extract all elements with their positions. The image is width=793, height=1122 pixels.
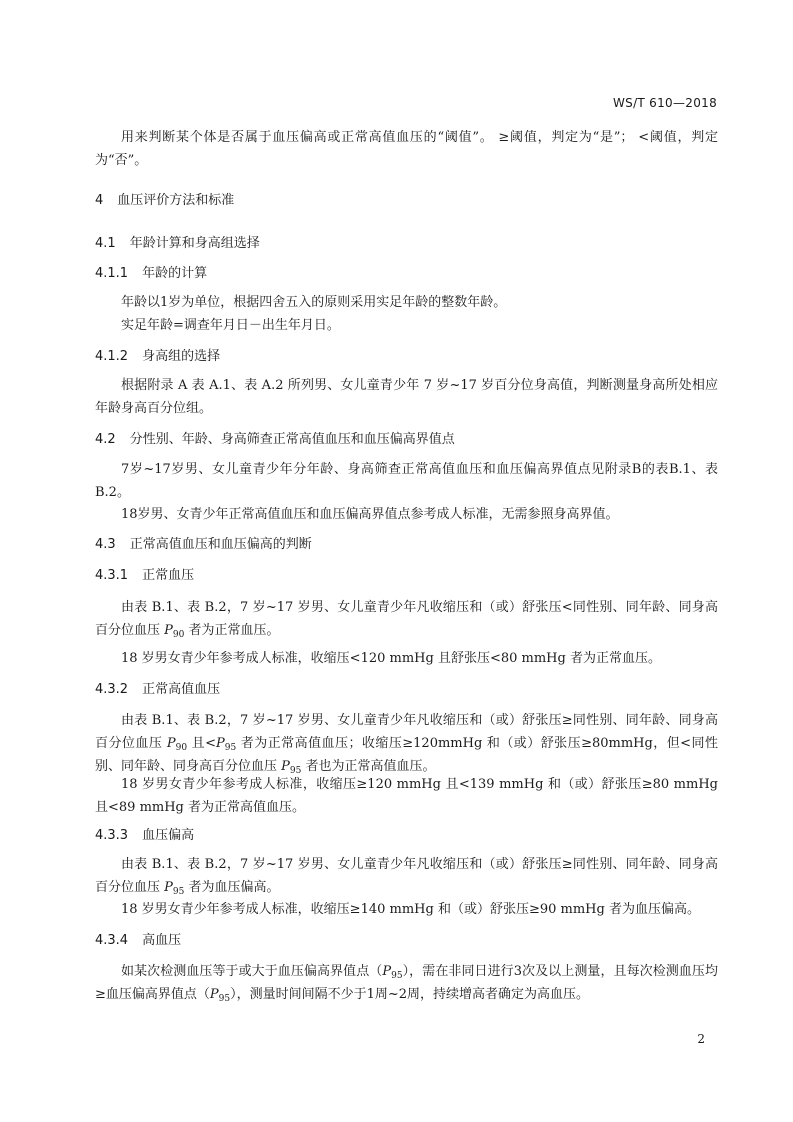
section-4-3-heading [95,535,312,555]
section-4-3-2-para-2: 18 岁男女青少年参考成人标准，收缩压≥120 mmHg 且<139 mmHg 和（或）舒张压≥80 mmHg 且<89 mmHg 者为正常高值血压。 [95,777,718,815]
section-4-3-3-para-1: 由表 B.1、表 B.2，7 岁~17 岁男、女儿童青少年凡收缩压和（或）舒张压≥同性别、同年龄、同身高百分位血压 $P_{95}$ 者为血压偏高。 [95,857,718,897]
section-number: 4.1 [95,236,116,251]
section-4-2-heading [95,430,455,450]
section-number: 4.2 [95,432,116,447]
section-4-1-2-para-1: 根据附录 A 表 A.1、表 A.2 所列男、女儿童青少年 7 岁~17 岁百分位身高值，判断测量身高所处相应年龄身高百分位组。 [95,378,718,416]
section-4-3-1-para-1: 由表 B.1、表 B.2，7 岁~17 岁男、女儿童青少年凡收缩压和（或）舒张压<同性别、同年龄、同身高百分位血压 $P_{90}$ 者为正常血压。 [95,600,718,640]
section-title: 血压偏高 [142,828,195,843]
section-title: 正常血压 [142,568,195,583]
section-title: 分性别、年龄、身高筛查正常高值血压和血压偏高界值点 [129,432,455,447]
section-4-2-para-2: 18岁男、女青少年正常高值血压和血压偏高界值点参考成人标准，无需参照身高界值。 [121,507,619,522]
section-number: 4.3.3 [95,828,129,843]
section-4-1-1-para-2: 实足年龄=调查年月日－出生年月日。 [121,318,340,333]
section-title: 身高组的选择 [142,349,221,364]
section-title: 年龄计算和身高组选择 [129,236,260,251]
intro-paragraph: 用来判断某个体是否属于血压偏高或正常高值血压的“阈值”。 ≥阈值，判定为“是”； <阈值，判定为“否”。 [95,130,718,168]
section-number: 4 [95,193,104,208]
section-number: 4.3 [95,537,116,552]
section-title: 年龄的计算 [142,266,208,281]
section-title: 血压评价方法和标准 [117,193,235,208]
section-number: 4.3.2 [95,682,129,697]
section-number: 4.3.4 [95,933,129,948]
section-4-1-1-para-1: 年龄以1岁为单位，根据四舍五入的原则采用实足年龄的整数年龄。 [121,295,507,310]
standard-code: WS/T 610—2018 [612,96,717,110]
section-number: 4.1.1 [95,266,129,281]
section-4-3-1-para-2: 18 岁男女青少年参考成人标准，收缩压<120 mmHg 且舒张压<80 mmHg 者为正常血压。 [121,651,661,666]
section-4-3-4-para-1: 如某次检测血压等于或大于血压偏高界值点$(P_{95})$，需在非同日进行3次及以上测量，且每次检测血压均≥血压偏高界值点$(P_{95})$，测量时间间隔不少于1周~2周，持续增高者确定为高血压。 [95,964,718,1004]
section-4-heading [95,191,234,211]
section-4-3-1-heading [95,566,194,586]
section-4-1-2-heading [95,347,220,367]
section-4-3-2-para-1: 由表 B.1、表 B.2，7 岁~17 岁男、女儿童青少年凡收缩压和（或）舒张压≥同性别、同年龄、同身高百分位血压 $P_{90}$ 且$<P_{95}$ 者为正常高值血压；收缩压≥120mmHg 和（或）舒张压≥80mmHg，但<同性别、同年龄、同身高百分位血压 $P_{95}$ 者也为正常高值血压。 [95,713,718,776]
section-4-3-3-para-2: 18 岁男女青少年参考成人标准，收缩压≥140 mmHg 和（或）舒张压≥90 mmHg 者为血压偏高。 [121,902,700,917]
section-4-1-1-heading [95,264,207,284]
section-number: 4.3.1 [95,568,129,583]
section-4-3-2-heading [95,680,220,700]
section-4-1-heading [95,234,260,254]
section-number: 4.1.2 [95,349,129,364]
section-4-3-3-heading [95,826,194,846]
section-4-2-para-1: 7岁~17岁男、女儿童青少年分年龄、身高筛查正常高值血压和血压偏高界值点见附录B的表B.1、表B.2。 [95,462,718,500]
section-4-3-4-heading [95,931,181,951]
section-title: 正常高值血压 [142,682,221,697]
page-number: 2 [697,1032,705,1046]
section-title: 正常高值血压和血压偏高的判断 [129,537,312,552]
section-title: 高血压 [142,933,182,948]
